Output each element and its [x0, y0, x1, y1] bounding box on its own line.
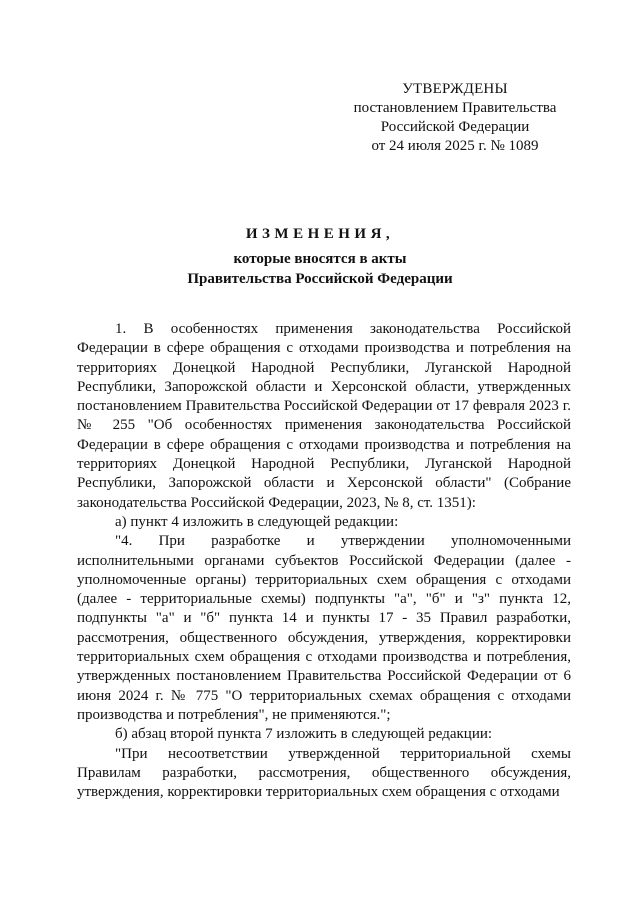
approval-line: Российской Федерации [380, 119, 530, 135]
paragraph: "При несоответствии утвержденной территориальной схемы Правилам разработки, рассмотрения, общественного обсуждения, утверждения, корректировки территориальных схем обращения с отходами [77, 745, 571, 801]
approval-line: постановлением Правительства [353, 100, 557, 116]
approved-label: УТВЕРЖДЕНЫ [402, 81, 508, 97]
subtitle-line: Правительства Российской Федерации [187, 271, 453, 287]
paragraph: а) пункт 4 изложить в следующей редакции: [115, 513, 399, 530]
approval-line: от 24 июля 2025 г. № 1089 [371, 138, 539, 154]
paragraph: 1. В особенностях применения законодательства Российской Федерации в сфере обращения с отходами производства и потребления на территориях Донецкой Народной Республики, Луганской Народной Республики, Запорожской области и Херсонской области, утвержденных постановлением Правительства Российской Федерации от 17 февраля 2023 г. № 255 "Об особенностях применения законодательства Российской Федерации в сфере обращения с отходами производства и потребления на территориях Донецкой Народной Республики, Луганской Народной Республики, Запорожской области и Херсонской области" (Собрание законодательства Российской Федерации, 2023, № 8, ст. 1351): [77, 321, 571, 511]
subtitle-line: которые вносятся в акты [233, 251, 407, 267]
document-title: ИЗМЕНЕНИЯ, [245, 226, 395, 242]
document-subtitle [0, 249, 640, 289]
document-body [77, 320, 571, 802]
paragraph: б) абзац второй пункта 7 изложить в следующей редакции: [115, 726, 493, 743]
approval-stamp [340, 80, 570, 156]
paragraph: "4. При разработке и утверждении уполномоченными исполнительными органами субъектов Российской Федерации (далее - уполномоченные органы) территориальных схем обращения с отходами (далее - территориальные схемы) подпункты "а", "б" и "з" пункта 12, подпункты "а" и "б" пункта 14 и пункты 17 - 35 Правил разработки, рассмотрения, общественного обсуждения, утверждения, корректировки территориальных схем обращения с отходами производства и потребления, утвержденных постановлением Правительства Российской Федерации от 6 июня 2024 г. № 775 "О территориальных схемах обращения с отходами производства и потребления", не применяются."; [77, 533, 571, 723]
